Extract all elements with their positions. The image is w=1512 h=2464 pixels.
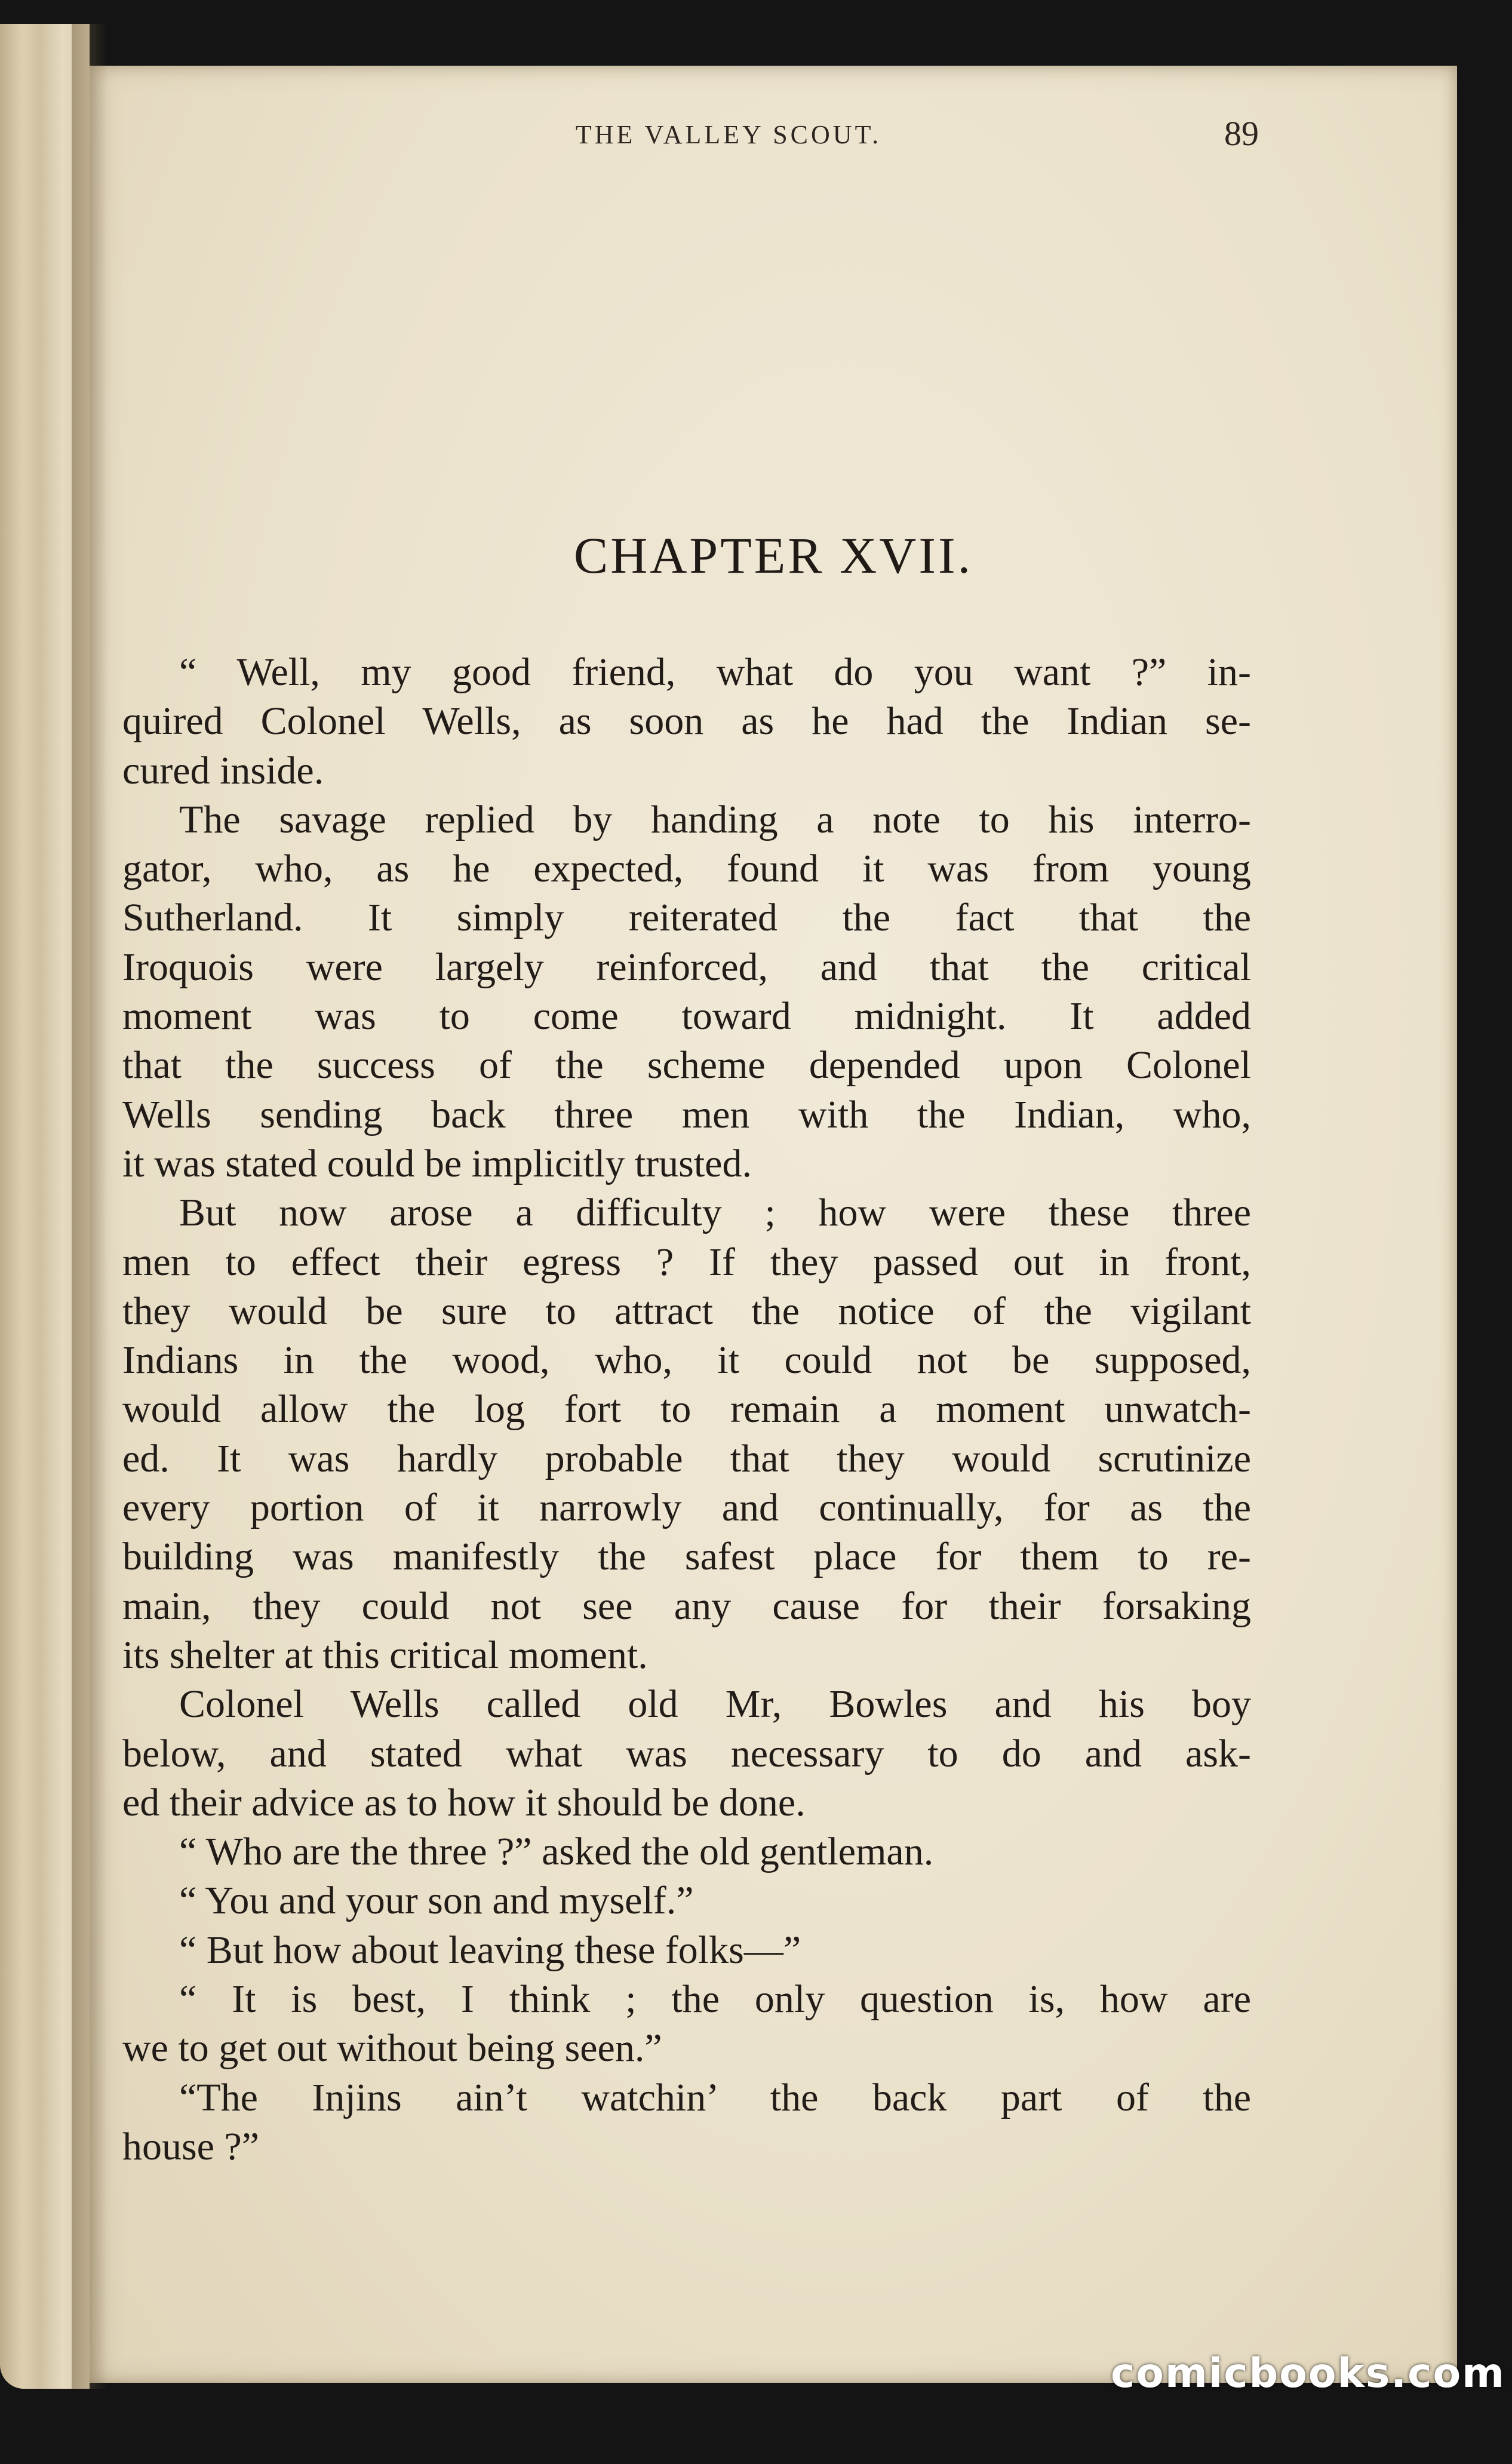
text-line: its shelter at this critical moment. bbox=[122, 1633, 648, 1677]
text-line: “ It is best, I think ; the only question is, how are bbox=[179, 1977, 1251, 2021]
site-watermark: comicbooks.com bbox=[1111, 2350, 1506, 2397]
text-line: they would be sure to attract the notice of the vigilant bbox=[122, 1289, 1251, 1333]
text-line: ed. It was hardly probable that they would scrutinize bbox=[122, 1436, 1251, 1480]
running-head: THE VALLEY SCOUT. bbox=[575, 120, 882, 149]
text-line: Iroquois were largely reinforced, and that the critical bbox=[122, 945, 1251, 989]
text-line: Indians in the wood, who, it could not be supposed, bbox=[122, 1338, 1251, 1382]
text-line: every portion of it narrowly and continually, for as the bbox=[122, 1486, 1251, 1530]
text-line: cured inside. bbox=[122, 748, 324, 792]
text-line: quired Colonel Wells, as soon as he had the Indian se- bbox=[122, 699, 1251, 743]
text-line: it was stated could be implicitly trusted. bbox=[122, 1141, 752, 1185]
text-line: that the success of the scheme depended upon Colonel bbox=[122, 1043, 1251, 1087]
text-line: we to get out without being seen.” bbox=[122, 2026, 662, 2070]
text-line: “The Injins ain’t watchin’ the back part of the bbox=[179, 2075, 1251, 2119]
text-line: gator, who, as he expected, found it was from young bbox=[122, 847, 1251, 891]
text-line: “ Who are the three ?” asked the old gentleman. bbox=[179, 1830, 934, 1874]
spine-shadow bbox=[72, 24, 107, 2389]
text-line: ed their advice as to how it should be done. bbox=[122, 1780, 806, 1824]
text-line: below, and stated what was necessary to do and ask- bbox=[122, 1731, 1251, 1775]
text-line: would allow the log fort to remain a moment unwatch- bbox=[122, 1387, 1251, 1431]
text-line: Colonel Wells called old Mr, Bowles and his boy bbox=[179, 1682, 1251, 1726]
page-number: 89 bbox=[1224, 114, 1259, 153]
chapter-heading: CHAPTER XVII. bbox=[573, 527, 973, 584]
text-line: The savage replied by handing a note to his interro- bbox=[179, 797, 1251, 841]
text-line: building was manifestly the safest place for them to re- bbox=[122, 1535, 1251, 1579]
text-line: main, they could not see any cause for their forsaking bbox=[122, 1584, 1251, 1628]
text-line: But now arose a difficulty ; how were these three bbox=[179, 1191, 1251, 1235]
text-line: “ Well, my good friend, what do you want ?” in- bbox=[179, 650, 1251, 694]
text-line: “ But how about leaving these folks—” bbox=[179, 1928, 801, 1972]
text-line: moment was to come toward midnight. It added bbox=[122, 994, 1251, 1039]
text-line: Wells sending back three men with the Indian, who, bbox=[122, 1092, 1251, 1136]
text-line: men to effect their egress ? If they passed out in front, bbox=[122, 1240, 1251, 1284]
text-line: house ?” bbox=[122, 2124, 260, 2168]
text-line: “ You and your son and myself.” bbox=[179, 1879, 694, 1923]
text-line: Sutherland. It simply reiterated the fact that the bbox=[122, 896, 1251, 940]
body-text bbox=[122, 648, 1251, 2171]
